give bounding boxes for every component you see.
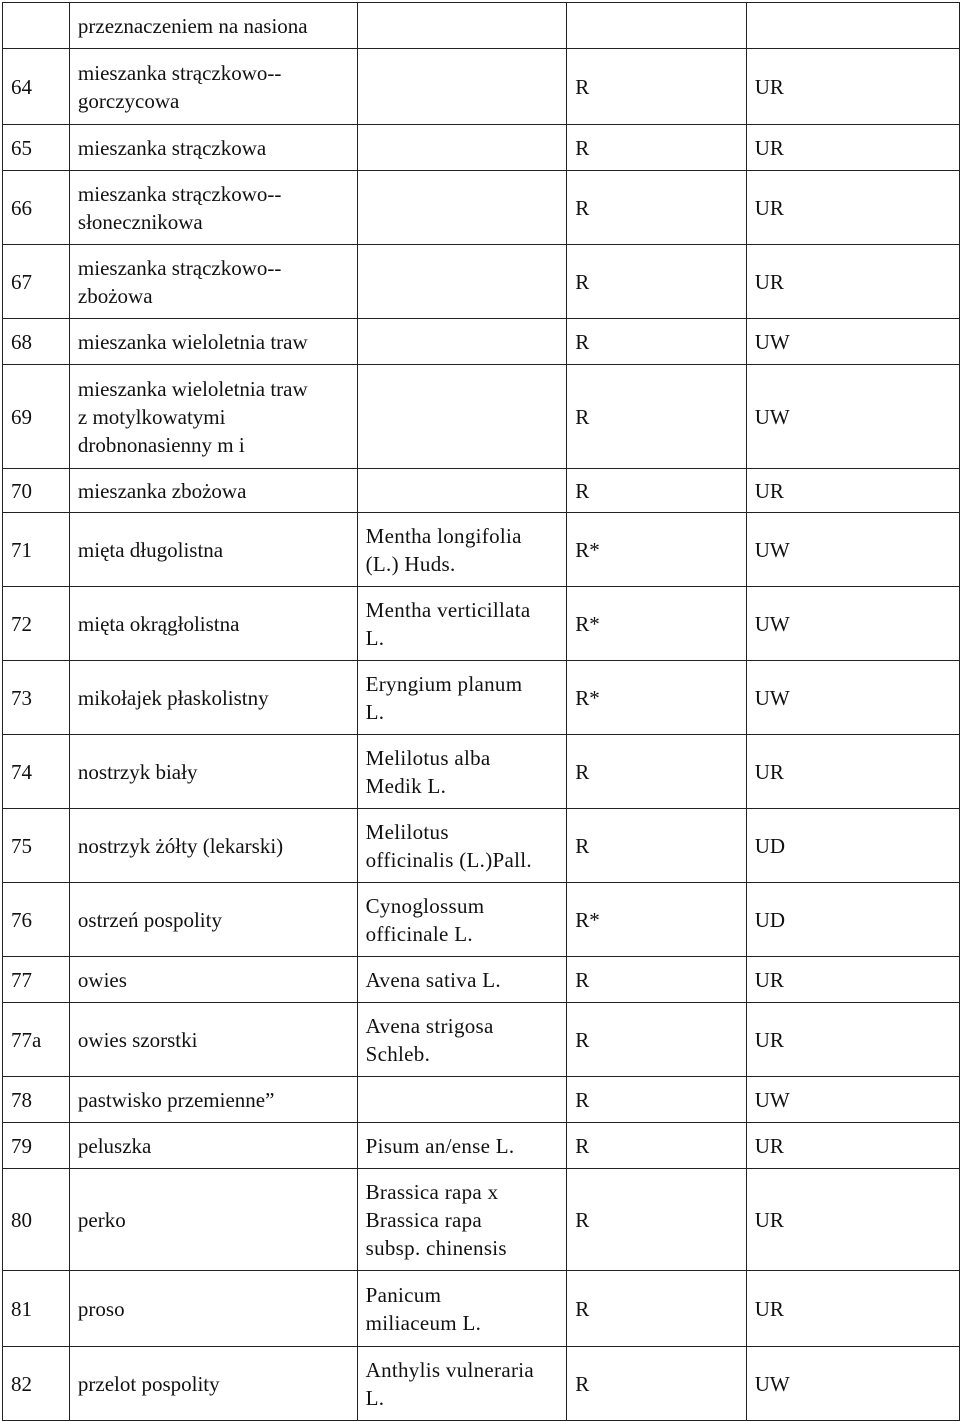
latin-name: Melilotus alba Medik L.	[357, 735, 567, 809]
mark-cell: R	[567, 735, 746, 809]
category-cell: UW	[746, 365, 959, 469]
polish-name: ostrzeń pospolity	[69, 883, 357, 957]
row-number: 69	[3, 365, 70, 469]
category-cell: UR	[746, 1169, 959, 1271]
mark-cell: R	[567, 1077, 746, 1123]
mark-cell: R	[567, 1169, 746, 1271]
row-number: 67	[3, 245, 70, 319]
row-number: 66	[3, 171, 70, 245]
table-row	[3, 365, 960, 469]
row-number: 77a	[3, 1003, 70, 1077]
latin-name	[357, 49, 567, 125]
polish-name: mieszanka strączkowo-- zbożowa	[69, 245, 357, 319]
mark-cell: R*	[567, 587, 746, 661]
category-cell: UW	[746, 319, 959, 365]
latin-name	[357, 1077, 567, 1123]
polish-name: perko	[69, 1169, 357, 1271]
latin-name: Anthylis vulneraria L.	[357, 1347, 567, 1421]
latin-name	[357, 319, 567, 365]
category-cell: UW	[746, 513, 959, 587]
mark-cell: R	[567, 171, 746, 245]
mark-cell: R	[567, 1003, 746, 1077]
table-row	[3, 245, 960, 319]
table-row	[3, 1077, 960, 1123]
table-row	[3, 1003, 960, 1077]
latin-name	[357, 171, 567, 245]
table-row	[3, 661, 960, 735]
table-row	[3, 735, 960, 809]
polish-name: mieszanka strączkowo-- gorczycowa	[69, 49, 357, 125]
row-number: 71	[3, 513, 70, 587]
mark-cell: R	[567, 1123, 746, 1169]
latin-name	[357, 365, 567, 469]
polish-name: przelot pospolity	[69, 1347, 357, 1421]
table-row	[3, 171, 960, 245]
category-cell: UW	[746, 661, 959, 735]
category-cell: UD	[746, 883, 959, 957]
polish-name: mieszanka wieloletnia traw z motylkowatymi drobnonasienny m i	[69, 365, 357, 469]
row-number: 72	[3, 587, 70, 661]
latin-name	[357, 245, 567, 319]
table-row	[3, 49, 960, 125]
polish-name: mikołajek płaskolistny	[69, 661, 357, 735]
category-cell: UW	[746, 587, 959, 661]
row-number	[3, 3, 70, 49]
mark-cell: R	[567, 469, 746, 513]
latin-name	[357, 3, 567, 49]
category-cell: UW	[746, 1347, 959, 1421]
category-cell: UR	[746, 1123, 959, 1169]
polish-name: mieszanka strączkowa	[69, 125, 357, 171]
row-number: 82	[3, 1347, 70, 1421]
latin-name: Pisum an/ense L.	[357, 1123, 567, 1169]
latin-name: Panicum miliaceum L.	[357, 1271, 567, 1347]
latin-name: Mentha longifolia (L.) Huds.	[357, 513, 567, 587]
category-cell: UR	[746, 957, 959, 1003]
table-row	[3, 809, 960, 883]
row-number: 76	[3, 883, 70, 957]
table-row	[3, 319, 960, 365]
table-row	[3, 469, 960, 513]
category-cell: UR	[746, 125, 959, 171]
row-number: 77	[3, 957, 70, 1003]
polish-name: nostrzyk żółty (lekarski)	[69, 809, 357, 883]
category-cell: UW	[746, 1077, 959, 1123]
category-cell: UR	[746, 1271, 959, 1347]
mark-cell: R	[567, 49, 746, 125]
table-row	[3, 513, 960, 587]
mark-cell: R	[567, 365, 746, 469]
row-number: 68	[3, 319, 70, 365]
polish-name: mieszanka zbożowa	[69, 469, 357, 513]
latin-name	[357, 469, 567, 513]
polish-name: peluszka	[69, 1123, 357, 1169]
row-number: 75	[3, 809, 70, 883]
table-row	[3, 957, 960, 1003]
polish-name: nostrzyk biały	[69, 735, 357, 809]
category-cell: UR	[746, 735, 959, 809]
row-number: 81	[3, 1271, 70, 1347]
mark-cell	[567, 3, 746, 49]
table-row	[3, 1271, 960, 1347]
polish-name: pastwisko przemienne”	[69, 1077, 357, 1123]
category-cell: UR	[746, 469, 959, 513]
table-row	[3, 1123, 960, 1169]
category-cell: UR	[746, 49, 959, 125]
mark-cell: R	[567, 125, 746, 171]
polish-name: owies	[69, 957, 357, 1003]
row-number: 74	[3, 735, 70, 809]
mark-cell: R	[567, 1271, 746, 1347]
species-table	[2, 2, 960, 1421]
mark-cell: R*	[567, 661, 746, 735]
category-cell: UR	[746, 1003, 959, 1077]
latin-name: Mentha verticillata L.	[357, 587, 567, 661]
row-number: 80	[3, 1169, 70, 1271]
polish-name: przeznaczeniem na nasiona	[69, 3, 357, 49]
polish-name: owies szorstki	[69, 1003, 357, 1077]
category-cell: UR	[746, 245, 959, 319]
latin-name: Brassica rapa x Brassica rapa subsp. chinensis	[357, 1169, 567, 1271]
latin-name	[357, 125, 567, 171]
row-number: 79	[3, 1123, 70, 1169]
row-number: 73	[3, 661, 70, 735]
latin-name: Melilotus officinalis (L.)Pall.	[357, 809, 567, 883]
category-cell	[746, 3, 959, 49]
category-cell: UR	[746, 171, 959, 245]
table-row	[3, 587, 960, 661]
polish-name: mięta okrągłolistna	[69, 587, 357, 661]
mark-cell: R*	[567, 883, 746, 957]
mark-cell: R	[567, 1347, 746, 1421]
table-row	[3, 125, 960, 171]
latin-name: Avena strigosa Schleb.	[357, 1003, 567, 1077]
latin-name: Avena sativa L.	[357, 957, 567, 1003]
table-row	[3, 3, 960, 49]
polish-name: mieszanka strączkowo-- słonecznikowa	[69, 171, 357, 245]
latin-name: Cynoglossum officinale L.	[357, 883, 567, 957]
mark-cell: R	[567, 809, 746, 883]
mark-cell: R	[567, 245, 746, 319]
row-number: 64	[3, 49, 70, 125]
row-number: 70	[3, 469, 70, 513]
mark-cell: R*	[567, 513, 746, 587]
table-row	[3, 883, 960, 957]
polish-name: mieszanka wieloletnia traw	[69, 319, 357, 365]
table-row	[3, 1169, 960, 1271]
row-number: 65	[3, 125, 70, 171]
mark-cell: R	[567, 319, 746, 365]
mark-cell: R	[567, 957, 746, 1003]
row-number: 78	[3, 1077, 70, 1123]
polish-name: mięta długolistna	[69, 513, 357, 587]
category-cell: UD	[746, 809, 959, 883]
table-row	[3, 1347, 960, 1421]
latin-name: Eryngium planum L.	[357, 661, 567, 735]
polish-name: proso	[69, 1271, 357, 1347]
